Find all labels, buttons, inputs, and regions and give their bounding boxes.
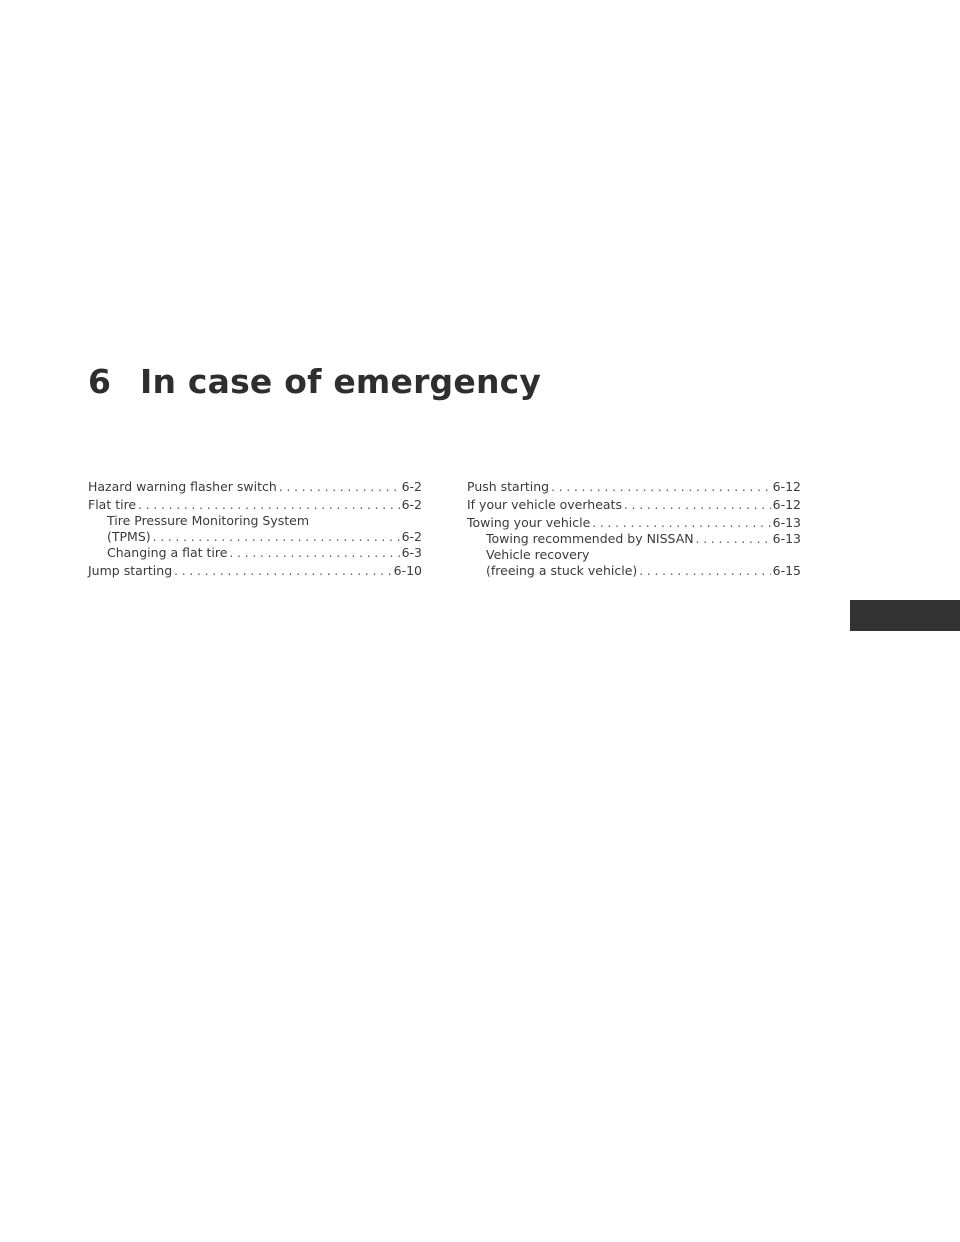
- chapter-number: 6: [88, 362, 112, 401]
- toc-entry-title: Push starting: [467, 479, 550, 494]
- toc-entry-title: Towing your vehicle: [467, 515, 591, 530]
- toc-entry-title-line1[interactable]: Tire Pressure Monitoring System: [107, 513, 310, 528]
- toc-entry-title: Towing recommended by NISSAN: [486, 531, 694, 546]
- toc-entry-title: Flat tire: [88, 497, 137, 512]
- toc-entry[interactable]: [88, 497, 422, 513]
- toc-entry-page: 6-13: [772, 531, 801, 546]
- toc-dot-leader: [138, 497, 399, 513]
- toc-column-left: [88, 479, 422, 579]
- toc-entry-title: Changing a flat tire: [107, 545, 228, 560]
- toc-entry[interactable]: [467, 563, 801, 579]
- toc-entry-title: (TPMS): [107, 529, 151, 544]
- toc-entry-page: 6-12: [772, 479, 801, 494]
- toc-dot-leader: [551, 479, 771, 495]
- toc-entry-page: 6-2: [401, 529, 422, 544]
- chapter-title-text: In case of emergency: [140, 362, 542, 401]
- toc-entry-page: 6-12: [772, 497, 801, 512]
- toc-entry-page: 6-2: [401, 497, 422, 512]
- toc-dot-leader: [639, 563, 770, 579]
- toc-entry[interactable]: [467, 497, 801, 513]
- chapter-title: [88, 362, 541, 401]
- toc-entry[interactable]: [88, 545, 422, 561]
- toc-dot-leader: [696, 531, 771, 547]
- toc-entry[interactable]: [88, 479, 422, 495]
- toc-dot-leader: [279, 479, 400, 495]
- toc-entry-title-line1[interactable]: Vehicle recovery: [486, 547, 590, 562]
- chapter-thumb-tab: [850, 600, 960, 631]
- toc-dot-leader: [174, 563, 391, 579]
- toc-entry-title: If your vehicle overheats: [467, 497, 622, 512]
- toc-entry-title: (freeing a stuck vehicle): [486, 563, 638, 578]
- toc-entry-page: 6-3: [401, 545, 422, 560]
- toc-dot-leader: [592, 515, 770, 531]
- toc-entry-page: 6-2: [401, 479, 422, 494]
- toc-dot-leader: [624, 497, 771, 513]
- toc-column-right: [467, 479, 801, 579]
- toc-entry[interactable]: [467, 515, 801, 531]
- toc-entry-title: Hazard warning flasher switch: [88, 479, 277, 494]
- toc-entry-page: 6-13: [772, 515, 801, 530]
- toc-entry-page: 6-10: [393, 563, 422, 578]
- toc-entry-page: 6-15: [772, 563, 801, 578]
- toc-dot-leader: [153, 529, 400, 545]
- toc-entry[interactable]: [467, 531, 801, 547]
- toc-entry[interactable]: [88, 529, 422, 545]
- toc-dot-leader: [229, 545, 399, 561]
- toc-entry[interactable]: [467, 479, 801, 495]
- toc-entry-title: Jump starting: [88, 563, 173, 578]
- toc-entry[interactable]: [88, 563, 422, 579]
